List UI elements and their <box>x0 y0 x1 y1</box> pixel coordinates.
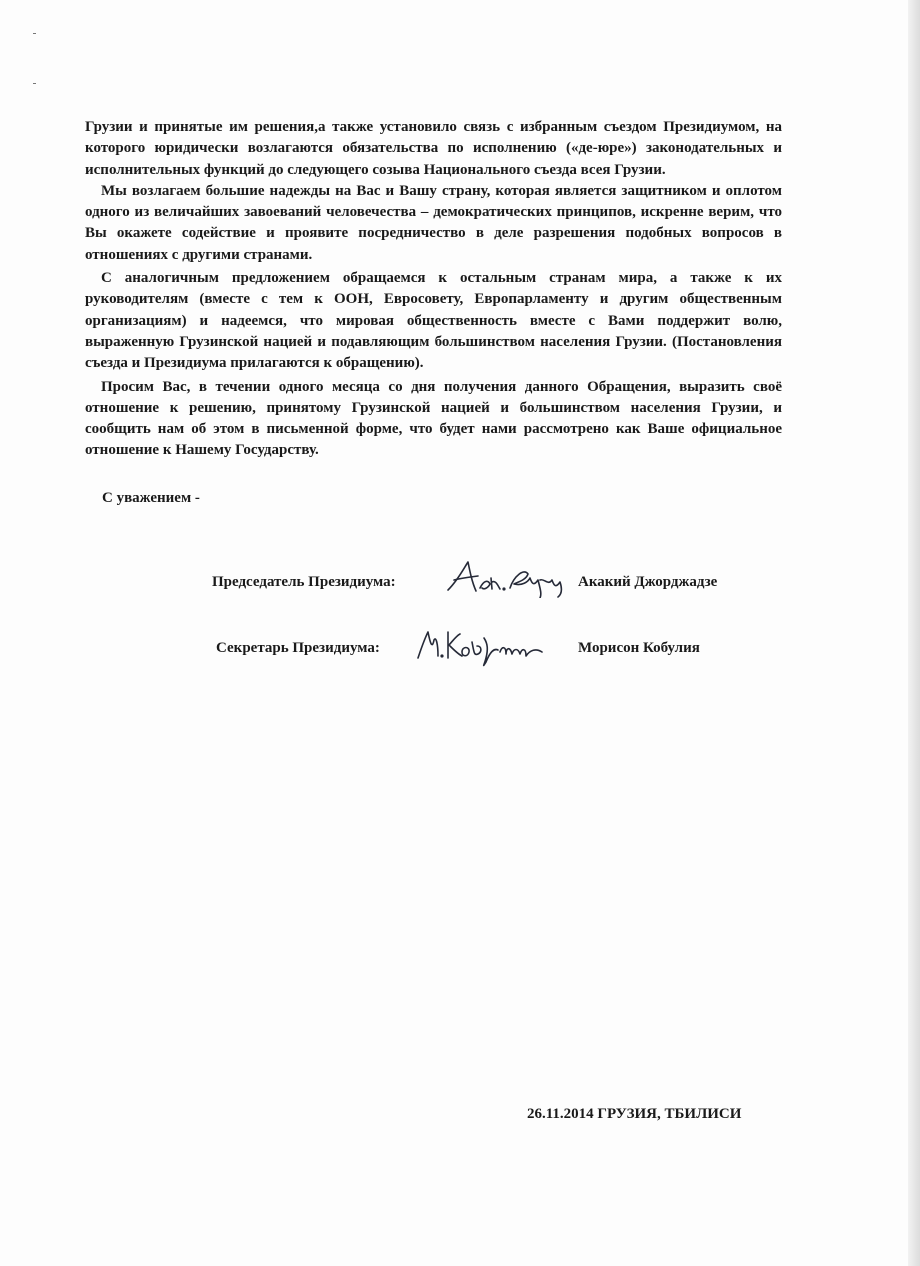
signatory-name: Акакий Джорджадзе <box>578 574 718 590</box>
scan-speck <box>33 33 36 34</box>
signatory-title: Секретарь Президиума: <box>216 640 380 656</box>
signatory-title: Председатель Президиума: <box>212 574 396 590</box>
date-and-place: 26.11.2014 ГРУЗИЯ, ТБИЛИСИ <box>527 1106 742 1122</box>
handwritten-signature-chairman <box>444 558 574 598</box>
paragraph: С аналогичным предложением обращаемся к остальным странам мира, а также к их руководителям (вместе с тем к ООН, Евросовету, Европарламенту и другим общественным организациям) и надеемся, что мировая общественность вместе с Вами поддержит волю, выраженную Грузинской нацией и подавляющим большинством населения Грузии. (Постановления съезда и Президиума прилагаются к обращению). <box>85 270 782 372</box>
paragraph: Грузии и принятые им решения,а также установило связь с избранным съездом Президиумом, на которого юридически возлагаются обязательства по исполнению («де-юре») законодательных и исполнительных функций до следующего созыва Национального съезда всея Грузии. <box>85 119 782 178</box>
scan-edge-shadow <box>908 0 920 1266</box>
closing-salutation: С уважением - <box>102 490 200 506</box>
paragraph: Мы возлагаем большие надежды на Вас и Вашу страну, которая является защитником и оплотом одного из величайших завоеваний человечества – демократических принципов, искренне верим, что Вы окажете содействие и проявите посредничество в деле разрешения подобных вопросов в отношениях с другими странами. <box>85 182 782 263</box>
scan-speck <box>33 83 36 84</box>
letter-body <box>85 117 782 462</box>
signatory-name: Морисон Кобулия <box>578 640 700 656</box>
paragraph: Просим Вас, в течении одного месяца со дня получения данного Обращения, выразить своё отношение к решению, принятому Грузинской нацией и большинством населения Грузии, и сообщить нам об этом в письменной форме, что будет нами рассмотрено как Ваше официальное отношение к Нашему Государству. <box>85 378 782 459</box>
handwritten-signature-secretary <box>414 626 554 670</box>
